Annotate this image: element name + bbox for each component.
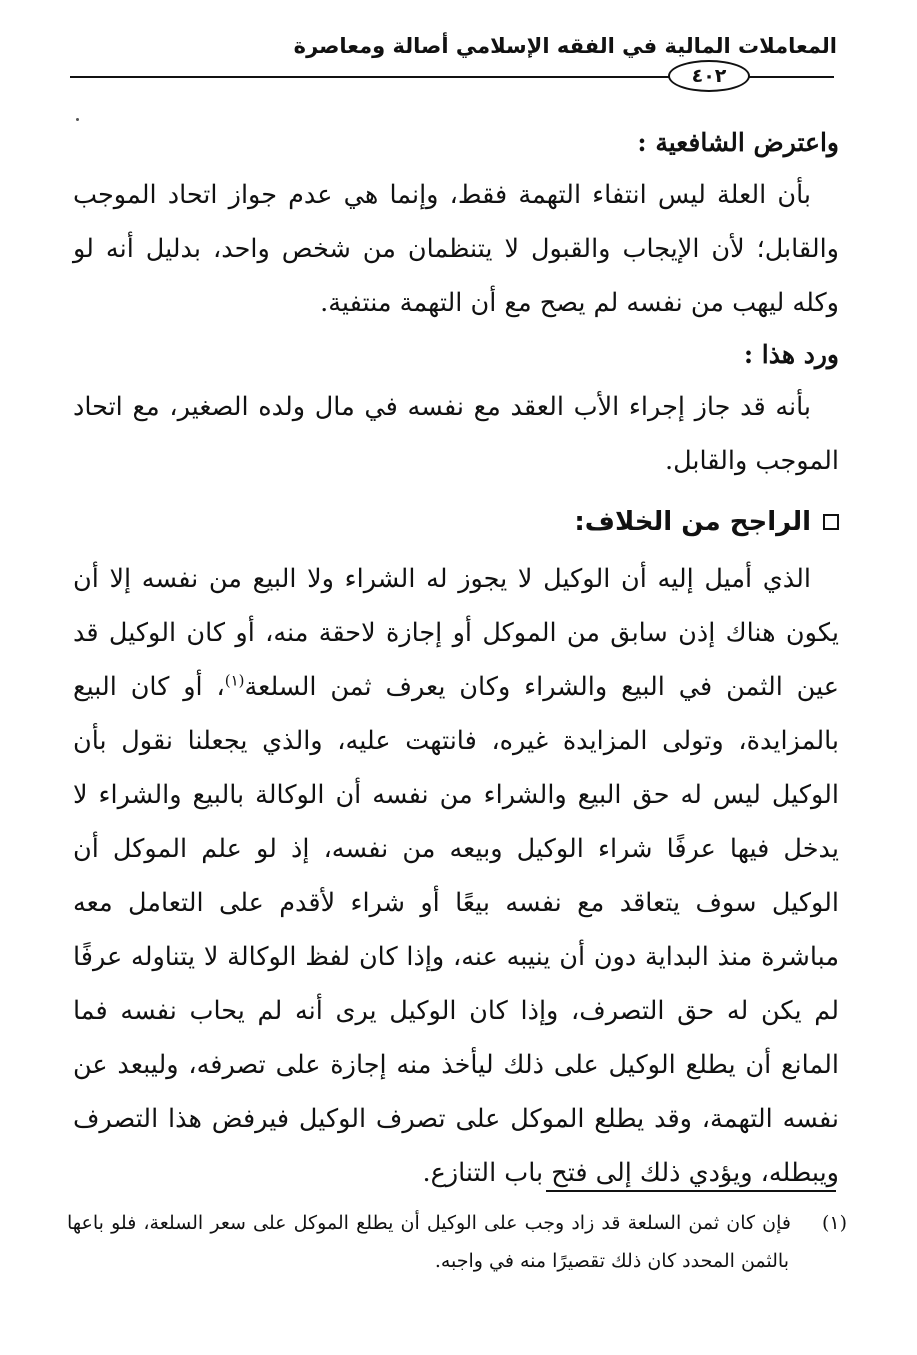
footnote-reference[interactable]: (١) <box>224 671 245 690</box>
main-text <box>73 118 839 1200</box>
footnotes <box>67 1204 847 1280</box>
square-outline-icon <box>823 514 839 530</box>
paragraph-text-part-2: ، أو كان البيع بالمزايدة، وتولى المزايدة غيره، فانتهت عليه، والذي يجعلنا نقول بأن الوكيل ليس له حق البيع والشراء من نفسه أن الوكالة بالبيع والشراء لا يدخل فيها عرفًا شراء الوكيل وبيعه من نفسه، إذ لو علم الموكل أن الوكيل سوف يتعاقد مع نفسه بيعًا أو شراء لأقدم على التعامل معه مباشرة منذ البداية دون أن ينيبه عنه، وإذا كان لفظ الوكالة لا يتناوله عرفًا لم يكن له حق التصرف، وإذا كان الوكيل يرى أنه لم يحاب نفسه فما المانع أن يطلع الوكيل على ذلك ليأخذ منه إجازة على تصرفه، وليبعد عن نفسه التهمة، وقد يطلع الموكل على تصرف الوكيل فيرفض هذا التصرف ويبطله، ويؤدي ذلك إلى فتح باب التنازع. <box>73 672 839 1188</box>
section-heading-text: الراجح من الخلاف: <box>574 507 811 537</box>
paragraph-preferred-view <box>73 552 839 1200</box>
objection-heading: واعترض الشافعية : <box>637 128 839 157</box>
footnote-text: فإن كان ثمن السلعة قد زاد وجب على الوكيل أن يطلع الموكل على سعر السلعة، فلو باعها بالثمن المحدد كان ذلك تقصيرًا منه في واجبه. <box>67 1212 791 1272</box>
footnote-number: (١) <box>821 1212 847 1234</box>
header-rule-right <box>748 76 834 78</box>
page-number: ٤٠٢ <box>668 60 750 92</box>
footnote-separator <box>546 1190 836 1192</box>
paragraph-response: بأنه قد جاز إجراء الأب العقد مع نفسه في مال ولده الصغير، مع اتحاد الموجب والقابل. <box>73 392 839 476</box>
section-heading <box>73 494 839 550</box>
footnote-item <box>67 1204 847 1280</box>
paragraph-objection: بأن العلة ليس انتفاء التهمة فقط، وإنما هي عدم جواز اتحاد الموجب والقابل؛ لأن الإيجاب والقبول لا يتنظمان من شخص واحد، بدليل أنه لو وكله ليهب من نفسه لم يصح مع أن التهمة منتفية. <box>73 180 839 318</box>
response-heading: ورد هذا : <box>743 340 839 369</box>
paragraph-text-part-1: الذي أميل إليه أن الوكيل لا يجوز له الشراء ولا البيع من نفسه إلا أن يكون هناك إذن سابق من الموكل أو إجازة لاحقة منه، أو كان الوكيل قد عين الثمن في البيع والشراء وكان يعرف ثمن السلعة <box>73 564 839 702</box>
header-rule-left <box>70 76 670 78</box>
running-title: المعاملات المالية في الفقه الإسلامي أصالة ومعاصرة <box>293 34 837 58</box>
